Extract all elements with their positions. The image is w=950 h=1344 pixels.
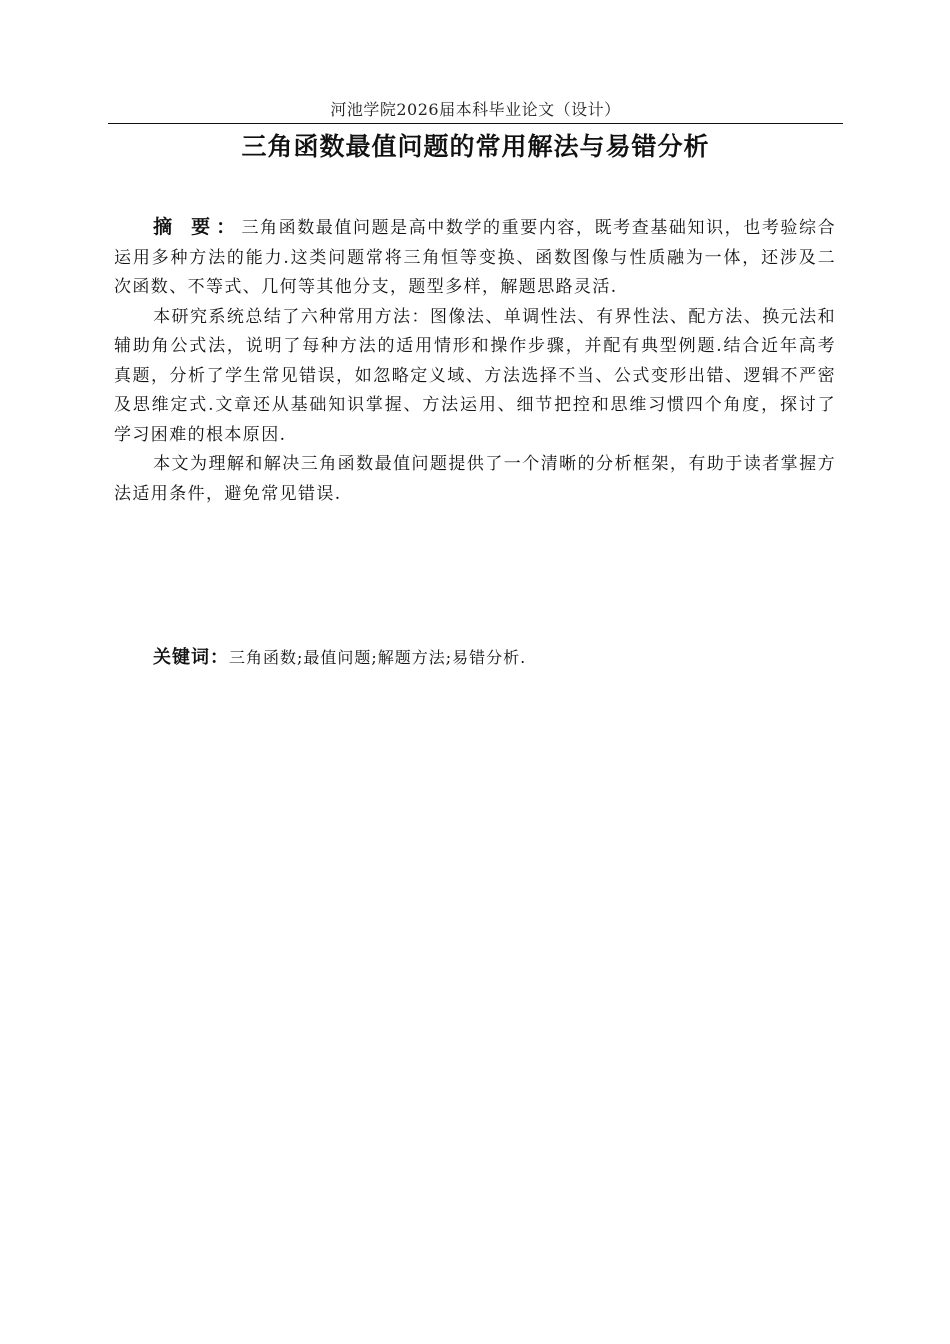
abstract-paragraph-3: 本文为理解和解决三角函数最值问题提供了一个清晰的分析框架，有助于读者掌握方法适用条件，避免常见错误.: [114, 454, 836, 504]
abstract-paragraph-2: 本研究系统总结了六种常用方法：图像法、单调性法、有界性法、配方法、换元法和辅助角公式法，说明了每种方法的适用情形和操作步骤，并配有典型例题.结合近年高考真题，分析了学生常见错误，如忽略定义域、方法选择不当、公式变形出错、逻辑不严密及思维定式.文章还从基础知识掌握、方法运用、细节把控和思维习惯四个角度，探讨了学习困难的根本原因.: [114, 306, 836, 445]
keywords-line: [153, 643, 526, 672]
paper-title: 三角函数最值问题的常用解法与易错分析: [241, 132, 710, 161]
header-rule: [108, 123, 843, 124]
abstract-paragraph-1: [114, 213, 836, 303]
abstract-text-1: 三角函数最值问题是高中数学的重要内容，既考查基础知识，也考验综合运用多种方法的能力.这类问题常将三角恒等变换、函数图像与性质融为一体，还涉及二次函数、不等式、几何等其他分支，题型多样，解题思路灵活.: [114, 218, 836, 297]
keywords-text: 三角函数;最值问题;解题方法;易错分析.: [229, 648, 527, 667]
running-header: 河池学院2026届本科毕业论文（设计）: [330, 100, 621, 119]
keywords-label: 关键词：: [153, 647, 229, 668]
abstract-section: [114, 213, 836, 509]
abstract-label: 摘 要：: [153, 216, 242, 238]
